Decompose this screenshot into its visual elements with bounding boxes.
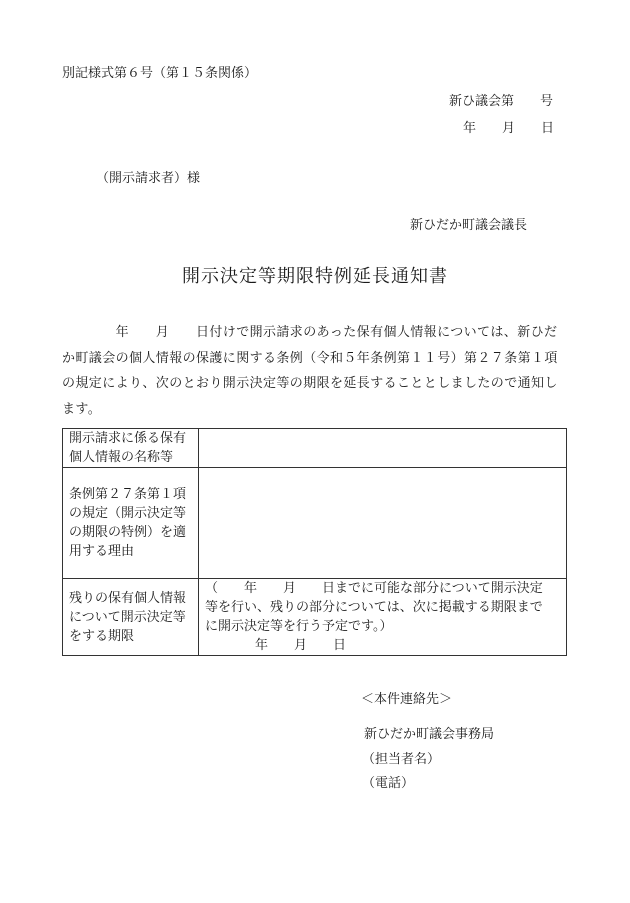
contact-person: （担当者名）	[362, 752, 441, 767]
value-line: 等を行い、残りの部分については、次に掲載する期限まで	[205, 600, 543, 615]
body-line: の規定により、次のとおり開示決定等の期限を延長することとしましたので通知し	[62, 376, 558, 391]
label-line: の規定（開示決定等	[69, 506, 187, 521]
label-line: 用する理由	[69, 544, 135, 559]
contact-organization: 新ひだか町議会事務局	[364, 727, 495, 742]
form-number: 別記様式第６号（第１５条関係）	[62, 66, 258, 81]
label-line: 個人情報の名称等	[69, 450, 174, 465]
deadline-date: 年 月 日	[255, 638, 347, 653]
label-line: 残りの保有個人情報	[69, 590, 187, 606]
reference-number: 新ひ議会第 号	[449, 94, 554, 109]
table-row	[63, 579, 567, 656]
addressee: （開示請求者）様	[96, 171, 201, 186]
label-line: をする期限	[69, 628, 135, 644]
label-line: について開示決定等	[69, 609, 186, 625]
label-line: 開示請求に係る保有	[69, 431, 187, 446]
value-line: （ 年 月 日までに可能な部分について開示決定	[205, 581, 543, 596]
label-line: の期限の特例）を適	[69, 525, 187, 540]
label-info-name	[63, 429, 199, 468]
table-row	[63, 429, 567, 468]
info-table	[62, 428, 567, 656]
value-reason	[199, 468, 567, 579]
value-line: に開示決定等を行う予定です。）	[205, 619, 393, 634]
sender: 新ひだか町議会議長	[410, 218, 528, 233]
body-line: 年 月 日付けで開示請求のあった保有個人情報については、新ひだ	[62, 325, 558, 340]
document-title: 開示決定等期限特例延長通知書	[182, 266, 448, 287]
body-paragraph	[62, 320, 567, 422]
value-info-name	[199, 429, 567, 468]
issue-date: 年 月 日	[463, 121, 555, 136]
value-remaining-deadline	[199, 579, 567, 656]
contact-phone: （電話）	[362, 776, 415, 791]
body-line: か町議会の個人情報の保護に関する条例（令和５年条例第１１号）第２７条第１項	[62, 350, 558, 366]
contact-heading: ＜本件連絡先＞	[361, 692, 453, 707]
table-row	[63, 468, 567, 579]
label-remaining-deadline	[63, 579, 199, 656]
label-reason	[63, 468, 199, 579]
label-line: 条例第２７条第１項	[69, 487, 187, 502]
body-line: ます。	[62, 401, 102, 417]
